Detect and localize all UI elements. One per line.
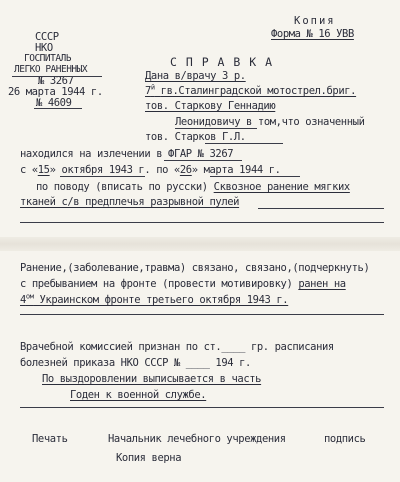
reason-value: Сквозное ранение мягких <box>213 181 350 193</box>
issue-date: 26 марта 1944 г. <box>8 86 103 98</box>
number-underline <box>34 108 82 109</box>
org-line-5: № 3267 <box>38 75 74 87</box>
unit-line <box>145 85 356 97</box>
connection-prefix: с пребыванием на фронте (провести мотивировку) <box>20 278 293 290</box>
short-name-underline <box>205 143 283 144</box>
from-underline <box>60 176 145 177</box>
org-underline <box>12 76 102 77</box>
connection-line-3 <box>20 294 288 306</box>
unit-suffix: й <box>150 83 155 92</box>
blank-line-2 <box>20 314 384 315</box>
reason-continued: тканей с/в предплечья разрывной пулей <box>20 196 240 208</box>
from-month: » октября 1943 г. по « <box>49 164 180 176</box>
reason-blank-line <box>258 208 384 209</box>
hospital-underline <box>164 160 242 161</box>
signature-label: подпись <box>324 433 366 445</box>
head-label: Начальник лечебного учреждения <box>108 433 286 445</box>
from-prefix: с « <box>20 164 38 176</box>
recipient-patronymic: Леонидовичу в том,что означенный <box>175 116 365 128</box>
org-line-3: ГОСПИТАЛЬ <box>24 53 71 64</box>
given-to: Дана в/врачу 3 р. <box>145 70 246 82</box>
document-title: С П Р А В К А <box>170 55 274 69</box>
reason-prefix: по поводу (вписать по русски) <box>36 181 208 193</box>
from-day: 15 <box>37 164 50 176</box>
treatment-period <box>20 164 281 176</box>
connection-line-2 <box>20 278 346 290</box>
blank-line-3 <box>20 407 384 408</box>
unit-number: 7 <box>145 85 151 97</box>
copy-label: Копия <box>294 15 336 27</box>
to-day: 26 <box>179 164 192 176</box>
unit-name: гв.Сталинградской мотострел.бриг. <box>160 85 357 97</box>
to-month: » марта 1944 г. <box>191 164 281 176</box>
copy-certified: Копия верна <box>116 452 182 464</box>
front-suffix: ом <box>25 292 34 301</box>
discharge-line: По выздоровлении выписывается в часть <box>42 373 262 385</box>
to-underline <box>210 176 300 177</box>
fitness-verdict: Годен к военной службе. <box>70 389 207 401</box>
stamp-label: Печать <box>32 433 68 445</box>
front-details: Украинском фронте третьего октября 1943 г. <box>39 294 289 306</box>
blank-line-1 <box>20 222 384 223</box>
reason-line <box>36 181 350 193</box>
front-number: 4 <box>20 294 26 306</box>
org-line-1: СССР <box>35 31 59 43</box>
connection-line-1: Ранение,(заболевание,травма) связано, связано,(подчеркнуть) <box>20 262 370 274</box>
recipient-name: тов. Старкову Геннадию <box>145 100 276 112</box>
hospital-line: находился на излечении в ФГАР № 3267 <box>20 148 234 160</box>
commission-line-2: болезней приказа НКО СССР № ____ 194 г. <box>20 357 251 369</box>
recipient-short: тов. Старков Г.Л. <box>145 131 246 143</box>
connection-value: ранен на <box>298 278 346 290</box>
org-line-4: ЛЕГКО РАНЕННЫХ <box>14 64 88 75</box>
form-number: Форма № 16 УВВ <box>271 28 354 40</box>
org-line-2: НКО <box>35 42 53 54</box>
outgoing-number: № 4609 <box>36 97 72 109</box>
commission-line-1: Врачебной комиссией признан по ст.____ гр. расписания <box>20 341 334 353</box>
patronymic-underline <box>175 128 257 129</box>
